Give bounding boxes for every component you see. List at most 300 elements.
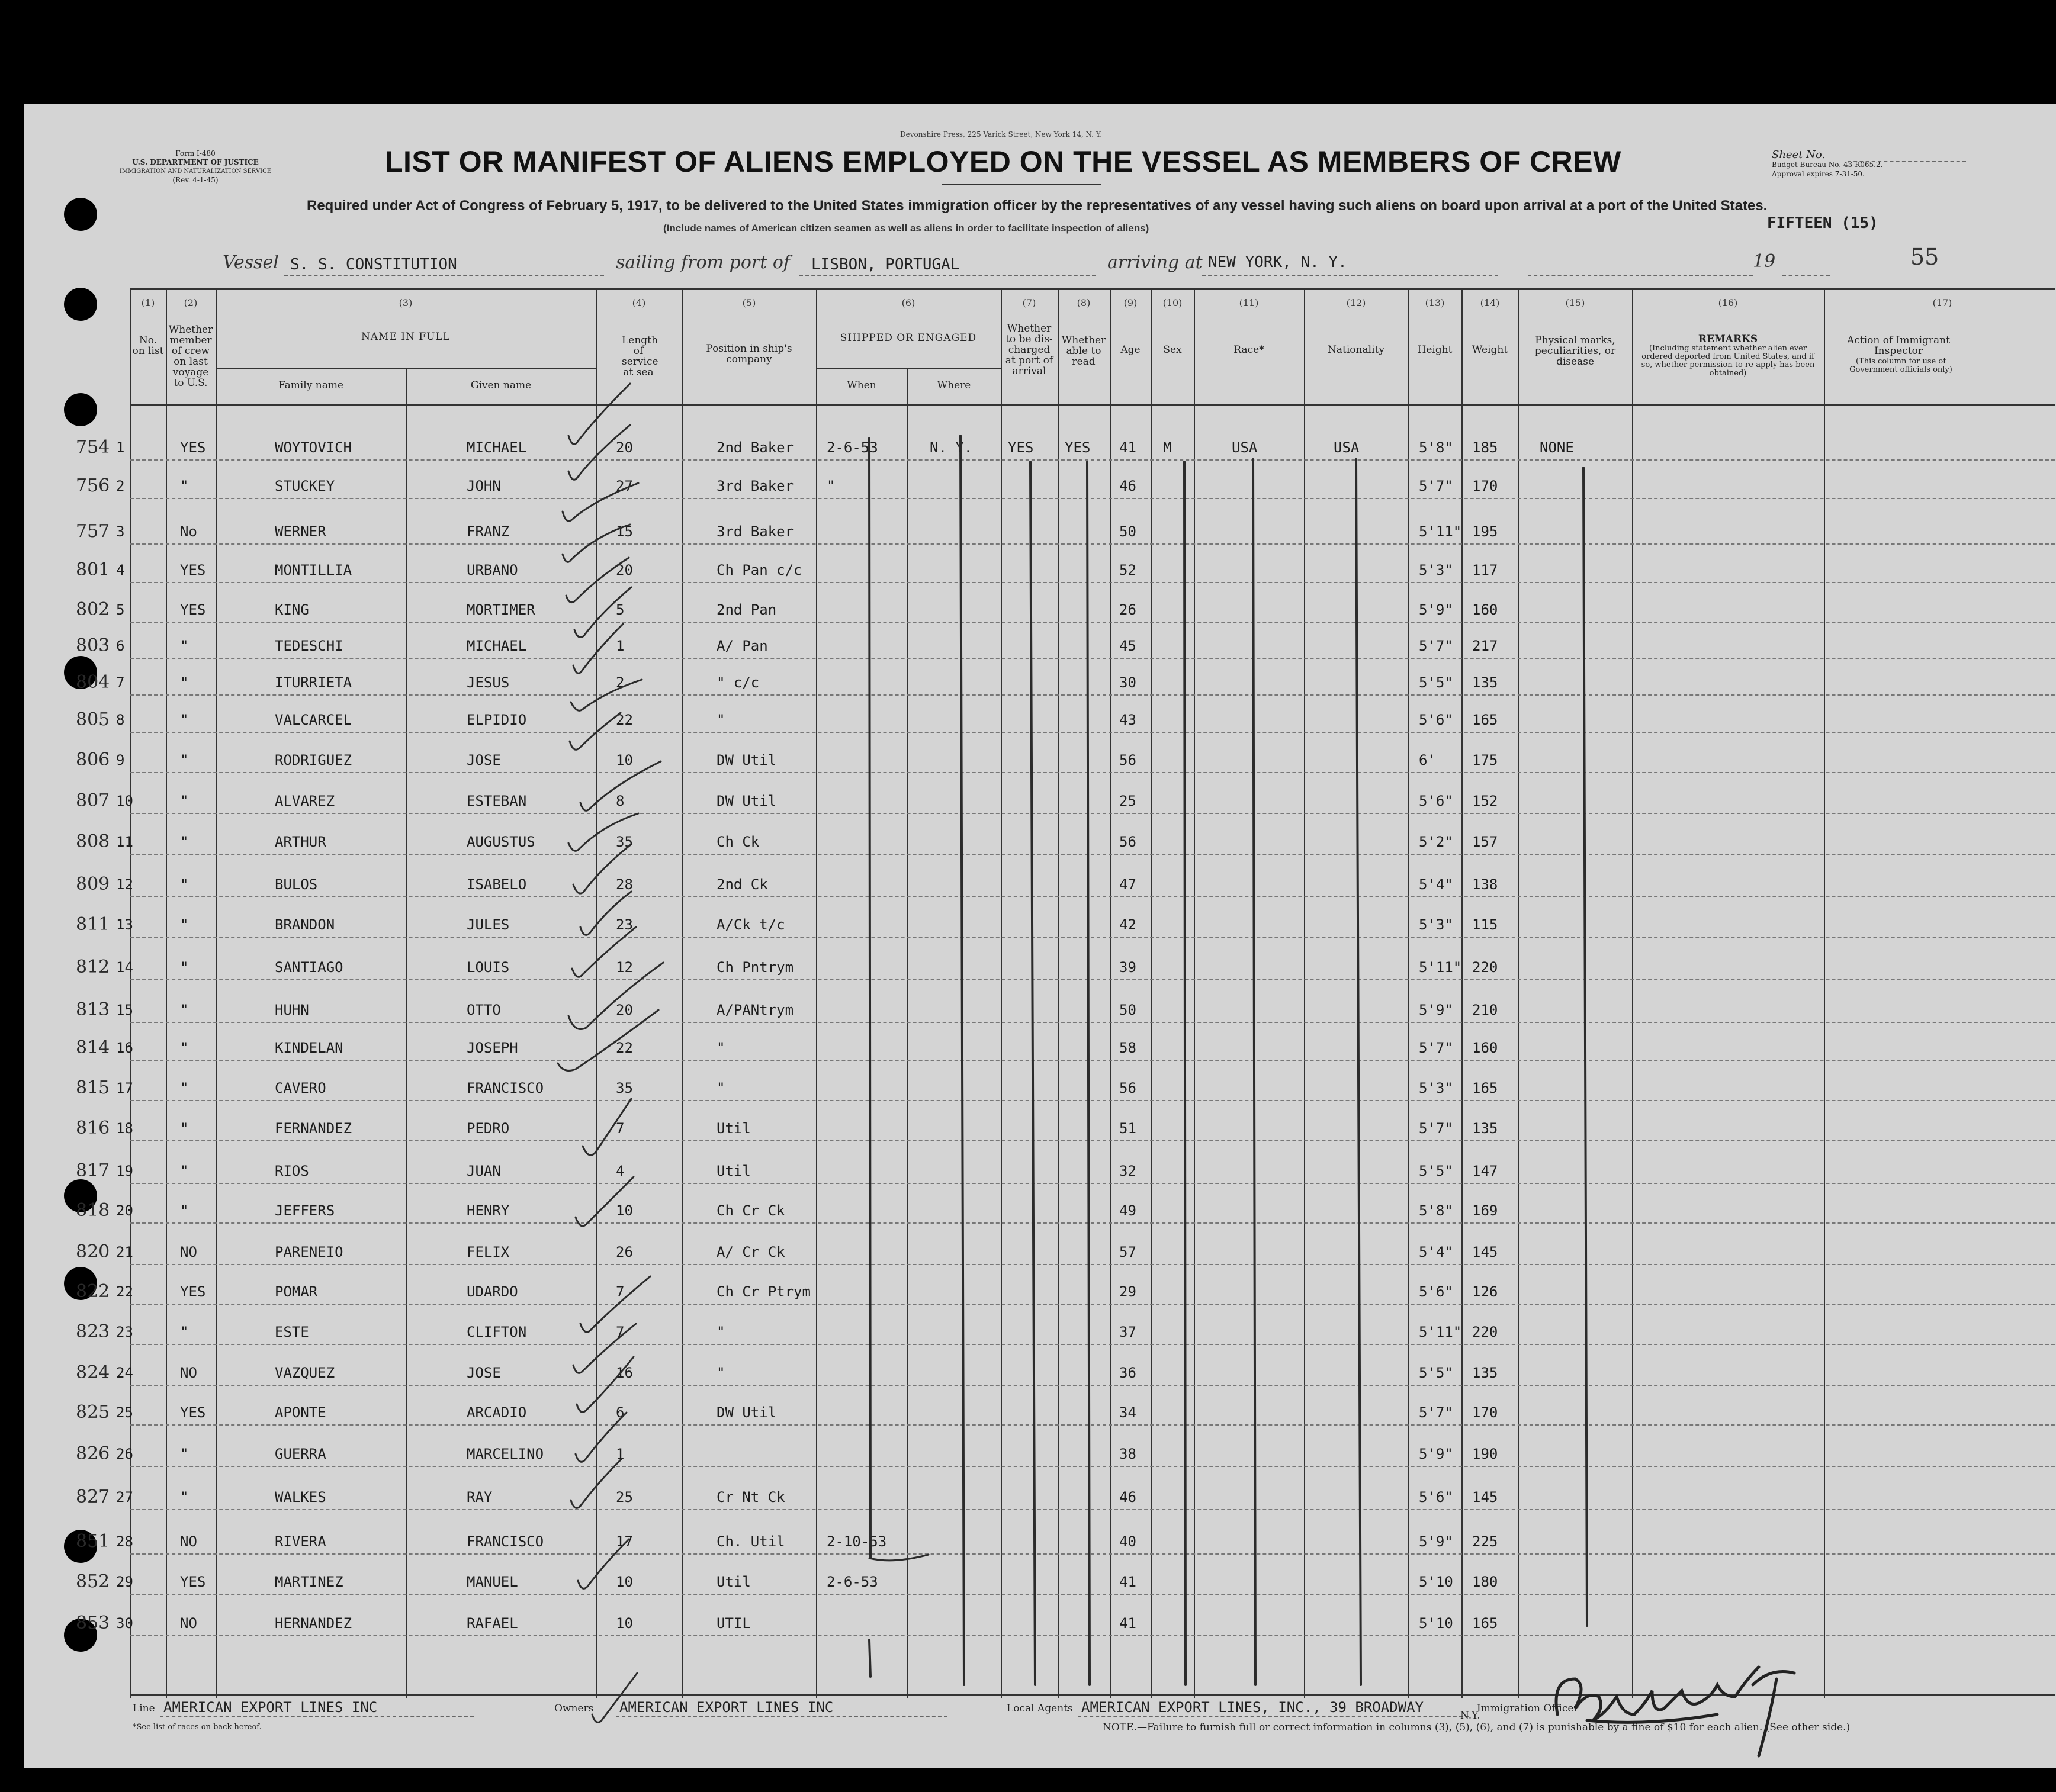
footer-line: AMERICAN EXPORT LINES INC (163, 1699, 378, 1716)
cell-family: CAVERO (275, 1080, 326, 1096)
cell-service: 28 (616, 876, 633, 893)
cell-age: 51 (1119, 1120, 1136, 1137)
cell-no: 29 (116, 1574, 133, 1590)
col-head-marks: Physical marks, peculiarities, or disease (1534, 334, 1616, 368)
cell-height: 5'2" (1419, 834, 1453, 850)
cell-no: 2 (116, 478, 125, 494)
cell-no: 28 (116, 1533, 133, 1550)
cell-weight: 160 (1472, 601, 1498, 618)
cell-position: " (717, 1324, 725, 1340)
cell-crew: " (180, 834, 189, 850)
cell-position: A/ Pan (717, 638, 768, 654)
cell-weight: 160 (1472, 1040, 1498, 1056)
cell-given: JUAN (467, 1163, 501, 1179)
cell-given: JULES (467, 916, 510, 933)
col-head-remarks: REMARKS (1698, 333, 1758, 345)
cell-family: WERNER (275, 523, 326, 540)
form-title: LIST OR MANIFEST OF ALIENS EMPLOYED ON THE VESSEL AS MEMBERS OF CREW (385, 145, 1621, 178)
cell-weight: 115 (1472, 916, 1498, 933)
handwritten-list-number: 818 (76, 1200, 110, 1221)
col-num-13: (13) (1425, 297, 1445, 308)
cell-age: 58 (1119, 1040, 1136, 1056)
cell-family: MONTILLIA (275, 562, 352, 578)
cell-position: 2nd Pan (717, 601, 777, 618)
cell-weight: 220 (1472, 959, 1498, 976)
sheet-label: Sheet No. (1772, 149, 1826, 161)
col-num-4: (4) (632, 297, 646, 308)
cell-crew: " (180, 959, 189, 976)
cell-crew: NO (180, 1615, 197, 1632)
col-head-family: Family name (278, 379, 344, 391)
cell-position: DW Util (717, 793, 777, 809)
cell-no: 20 (116, 1202, 133, 1219)
cell-no: 14 (116, 959, 133, 976)
cell-no: 25 (116, 1404, 133, 1421)
col-num-5: (5) (742, 297, 756, 308)
cell-service: 20 (616, 439, 633, 456)
cell-nationality: USA (1334, 439, 1360, 456)
cell-family: KING (275, 601, 309, 618)
cell-position: 3rd Baker (717, 523, 794, 540)
cell-position: A/Ck t/c (717, 916, 785, 933)
departure-port: LISBON, PORTUGAL (811, 256, 960, 274)
cell-no: 21 (116, 1244, 133, 1260)
handwritten-list-number: 812 (76, 957, 110, 977)
cell-position: Ch Pan c/c (717, 562, 802, 578)
handwritten-list-number: 851 (76, 1531, 110, 1552)
cell-height: 5'3" (1419, 562, 1453, 578)
footer-races-note: *See list of races on back hereof. (133, 1723, 262, 1732)
cell-age: 37 (1119, 1324, 1136, 1340)
handwritten-list-number: 825 (76, 1402, 110, 1423)
footer-owners: AMERICAN EXPORT LINES INC (619, 1699, 834, 1716)
cell-age: 57 (1119, 1244, 1136, 1260)
cell-given: ELPIDIO (467, 712, 527, 728)
budget-number: Budget Bureau No. 43-R065.2. (1772, 160, 1883, 169)
cell-when: 2-6-53 (827, 439, 878, 456)
cell-family: GUERRA (275, 1446, 326, 1462)
cell-given: PEDRO (467, 1120, 510, 1137)
cell-service: 20 (616, 562, 633, 578)
cell-family: WOYTOVICH (275, 439, 352, 456)
col-head-shipped: SHIPPED OR ENGAGED (840, 332, 977, 344)
cell-position: A/PANtrym (717, 1002, 794, 1018)
cell-race: USA (1232, 439, 1258, 456)
cell-height: 5'9" (1419, 1446, 1453, 1462)
cell-position: 3rd Baker (717, 478, 794, 494)
cell-height: 5'7" (1419, 1040, 1453, 1056)
col-head-race: Race* (1233, 344, 1264, 356)
cell-service: 2 (616, 674, 625, 691)
cell-age: 26 (1119, 601, 1136, 618)
cell-given: MORTIMER (467, 601, 535, 618)
cell-position: " (717, 1365, 725, 1381)
handwritten-list-number: 823 (76, 1321, 110, 1342)
cell-age: 25 (1119, 793, 1136, 809)
col-head-age: Age (1120, 344, 1141, 356)
cell-family: HUHN (275, 1002, 309, 1018)
cell-given: MARCELINO (467, 1446, 544, 1462)
cell-family: POMAR (275, 1283, 318, 1300)
cell-weight: 138 (1472, 876, 1498, 893)
cell-given: JESUS (467, 674, 510, 691)
cell-when: 2-6-53 (827, 1574, 878, 1590)
col-num-14: (14) (1480, 297, 1500, 308)
cell-crew: YES (180, 439, 206, 456)
cell-position: Util (717, 1120, 751, 1137)
cell-crew: YES (180, 1404, 206, 1421)
cell-given: FRANCISCO (467, 1080, 544, 1096)
cell-weight: 170 (1472, 478, 1498, 494)
cell-crew: " (180, 793, 189, 809)
cell-given: MANUEL (467, 1574, 518, 1590)
cell-given: FRANCISCO (467, 1533, 544, 1550)
cell-weight: 220 (1472, 1324, 1498, 1340)
arrival-port: NEW YORK, N. Y. (1208, 253, 1347, 271)
cell-height: 5'11" (1419, 959, 1462, 976)
cell-crew: " (180, 916, 189, 933)
cell-service: 35 (616, 1080, 633, 1096)
cell-weight: 135 (1472, 1120, 1498, 1137)
cell-no: 15 (116, 1002, 133, 1018)
form-department: U.S. DEPARTMENT OF JUSTICE (132, 158, 259, 166)
col-head-position: Position in ship's company (706, 343, 792, 365)
vessel-name: S. S. CONSTITUTION (290, 256, 457, 274)
cell-height: 5'10 (1419, 1574, 1453, 1590)
cell-no: 6 (116, 638, 125, 654)
cell-height: 5'7" (1419, 478, 1453, 494)
cell-crew: No (180, 523, 197, 540)
cell-no: 10 (116, 793, 133, 809)
cell-height: 5'6" (1419, 712, 1453, 728)
cell-crew: " (180, 1446, 189, 1462)
cell-weight: 190 (1472, 1446, 1498, 1462)
col-head-weight: Weight (1472, 344, 1508, 356)
manifest-sheet (24, 104, 2056, 1768)
cell-no: 22 (116, 1283, 133, 1300)
cell-weight: 157 (1472, 834, 1498, 850)
cell-family: FERNANDEZ (275, 1120, 352, 1137)
cell-family: HERNANDEZ (275, 1615, 352, 1632)
cell-no: 26 (116, 1446, 133, 1462)
cell-age: 34 (1119, 1404, 1136, 1421)
handwritten-list-number: 815 (76, 1077, 110, 1098)
cell-family: WALKES (275, 1489, 326, 1505)
cell-service: 22 (616, 712, 633, 728)
col-num-11: (11) (1239, 297, 1259, 308)
cell-position: Cr Nt Ck (717, 1489, 785, 1505)
cell-height: 5'3" (1419, 916, 1453, 933)
cell-no: 1 (116, 439, 125, 456)
col-num-7: (7) (1022, 297, 1036, 308)
col-num-9: (9) (1123, 297, 1138, 308)
cell-no: 18 (116, 1120, 133, 1137)
col-num-16: (16) (1718, 297, 1738, 308)
cell-service: 7 (616, 1120, 625, 1137)
cell-given: HENRY (467, 1202, 510, 1219)
page-number: 55 (1910, 244, 1939, 270)
cell-position: Ch Cr Ptrym (717, 1283, 811, 1300)
cell-given: ARCADIO (467, 1404, 527, 1421)
cell-given: JOSEPH (467, 1040, 518, 1056)
cell-position: Ch. Util (717, 1533, 785, 1550)
cell-age: 45 (1119, 638, 1136, 654)
cell-service: 15 (616, 523, 633, 540)
arriving-label: arriving at (1107, 252, 1203, 273)
handwritten-list-number: 813 (76, 999, 110, 1020)
cell-service: 1 (616, 638, 625, 654)
cell-crew: " (180, 1163, 189, 1179)
cell-no: 27 (116, 1489, 133, 1505)
footer-line-label: Line (133, 1703, 155, 1714)
cell-service: 25 (616, 1489, 633, 1505)
cell-service: 1 (616, 1446, 625, 1462)
cell-height: 5'6" (1419, 793, 1453, 809)
cell-crew: " (180, 1002, 189, 1018)
cell-age: 52 (1119, 562, 1136, 578)
cell-crew: " (180, 478, 189, 494)
cell-position: " (717, 1080, 725, 1096)
cell-age: 46 (1119, 1489, 1136, 1505)
cell-position: Ch Ck (717, 834, 760, 850)
footer-agents-label: Local Agents (1007, 1703, 1073, 1714)
cell-age: 50 (1119, 1002, 1136, 1018)
cell-no: 12 (116, 876, 133, 893)
cell-weight: 165 (1472, 712, 1498, 728)
cell-family: TEDESCHI (275, 638, 343, 654)
cell-no: 7 (116, 674, 125, 691)
handwritten-list-number: 806 (76, 749, 110, 770)
handwritten-list-number: 811 (76, 914, 110, 935)
cell-weight: 165 (1472, 1615, 1498, 1632)
cell-crew: " (180, 1080, 189, 1096)
cell-age: 41 (1119, 1574, 1136, 1590)
cell-given: RAFAEL (467, 1615, 518, 1632)
cell-height: 5'9" (1419, 1533, 1453, 1550)
ditto-strokes (24, 104, 2056, 1768)
col-head-nationality: Nationality (1328, 344, 1384, 356)
cell-weight: 135 (1472, 1365, 1498, 1381)
officer-signature (1551, 1655, 1824, 1762)
cell-no: 9 (116, 752, 125, 768)
cell-age: 56 (1119, 834, 1136, 850)
cell-weight: 170 (1472, 1404, 1498, 1421)
handwritten-list-number: 826 (76, 1443, 110, 1464)
cell-given: AUGUSTUS (467, 834, 535, 850)
handwritten-list-number: 801 (76, 559, 110, 580)
cell-age: 30 (1119, 674, 1136, 691)
cell-position: " c/c (717, 674, 760, 691)
col-num-17: (17) (1932, 297, 1952, 308)
cell-read: YES (1065, 439, 1091, 456)
form-revision: (Rev. 4-1-45) (172, 176, 219, 184)
cell-given: LOUIS (467, 959, 510, 976)
col-head-crew: Whether member of crew on last voyage to U.S. (168, 324, 213, 389)
cell-weight: 126 (1472, 1283, 1498, 1300)
cell-crew: " (180, 752, 189, 768)
cell-age: 56 (1119, 1080, 1136, 1096)
cell-no: 11 (116, 834, 133, 850)
handwritten-list-number: 816 (76, 1118, 110, 1138)
cell-crew: " (180, 876, 189, 893)
cell-no: 13 (116, 916, 133, 933)
cell-service: 7 (616, 1283, 625, 1300)
cell-age: 39 (1119, 959, 1136, 976)
cell-crew: YES (180, 601, 206, 618)
cell-height: 5'6" (1419, 1489, 1453, 1505)
handwritten-list-number: 814 (76, 1037, 110, 1058)
cell-height: 5'11" (1419, 523, 1462, 540)
vessel-label: Vessel (223, 252, 279, 273)
cell-position: " (717, 1040, 725, 1056)
cell-family: MARTINEZ (275, 1574, 343, 1590)
cell-family: KINDELAN (275, 1040, 343, 1056)
cell-weight: 145 (1472, 1244, 1498, 1260)
handwritten-list-number: 820 (76, 1241, 110, 1262)
cell-age: 49 (1119, 1202, 1136, 1219)
cell-crew: " (180, 1040, 189, 1056)
cell-age: 42 (1119, 916, 1136, 933)
cell-service: 10 (616, 1202, 633, 1219)
handwritten-list-number: 817 (76, 1160, 110, 1181)
cell-position: A/ Cr Ck (717, 1244, 785, 1260)
handwritten-list-number: 802 (76, 599, 110, 620)
cell-service: 10 (616, 1574, 633, 1590)
cell-age: 46 (1119, 478, 1136, 494)
cell-service: 23 (616, 916, 633, 933)
cell-crew: NO (180, 1533, 197, 1550)
cell-service: 10 (616, 752, 633, 768)
cell-crew: YES (180, 562, 206, 578)
cell-crew: " (180, 1120, 189, 1137)
cell-given: OTTO (467, 1002, 501, 1018)
cell-given: CLIFTON (467, 1324, 527, 1340)
col-head-where: Where (937, 379, 971, 391)
cell-no: 16 (116, 1040, 133, 1056)
cell-no: 19 (116, 1163, 133, 1179)
col-head-no: No. on list (132, 334, 164, 357)
handwritten-list-number: 808 (76, 831, 110, 852)
cell-marks: NONE (1540, 439, 1574, 456)
cell-given: FRANZ (467, 523, 510, 540)
handwritten-list-number: 803 (76, 635, 110, 656)
cell-family: BULOS (275, 876, 318, 893)
cell-service: 22 (616, 1040, 633, 1056)
handwritten-list-number: 804 (76, 672, 110, 693)
handwritten-list-number: 757 (76, 521, 110, 542)
cell-service: 7 (616, 1324, 625, 1340)
cell-service: 20 (616, 1002, 633, 1018)
sailing-label: sailing from port of (616, 252, 790, 273)
cell-family: ALVAREZ (275, 793, 335, 809)
col-head-inspector: Action of Immigrant Inspector (1847, 334, 1950, 357)
cell-height: 5'7" (1419, 1120, 1453, 1137)
cell-weight: 210 (1472, 1002, 1498, 1018)
cell-height: 5'6" (1419, 1283, 1453, 1300)
cell-weight: 169 (1472, 1202, 1498, 1219)
col-num-8: (8) (1077, 297, 1091, 308)
col-num-3: (3) (399, 297, 413, 308)
year-label: 19 (1753, 251, 1776, 272)
col-head-given: Given name (470, 379, 532, 391)
cell-position: DW Util (717, 1404, 777, 1421)
cell-discharged: YES (1008, 439, 1034, 456)
cell-height: 5'7" (1419, 638, 1453, 654)
cell-crew: " (180, 674, 189, 691)
cell-family: VALCARCEL (275, 712, 352, 728)
cell-service: 8 (616, 793, 625, 809)
footer-agents-city: N.Y. (1460, 1710, 1480, 1722)
cell-crew: NO (180, 1365, 197, 1381)
cell-family: ESTE (275, 1324, 309, 1340)
cell-age: 56 (1119, 752, 1136, 768)
cell-service: 10 (616, 1615, 633, 1632)
cell-service: 27 (616, 478, 633, 494)
cell-position: " (717, 712, 725, 728)
cell-no: 23 (116, 1324, 133, 1340)
footer-note: NOTE.—Failure to furnish full or correct information in columns (3), (5), (6), and (7) is punishable by a fine of $10 for each alien. (See other side.) (1103, 1722, 1851, 1733)
cell-height: 5'8" (1419, 1202, 1453, 1219)
cell-weight: 195 (1472, 523, 1498, 540)
cell-age: 41 (1119, 1615, 1136, 1632)
footer-agents: AMERICAN EXPORT LINES, INC., 39 BROADWAY (1081, 1699, 1424, 1716)
cell-height: 5'4" (1419, 1244, 1453, 1260)
cell-weight: 217 (1472, 638, 1498, 654)
cell-family: ARTHUR (275, 834, 326, 850)
col-head-discharged: Whether to be dis-charged at port of arrival (1005, 323, 1053, 377)
cell-when: 2-10-53 (827, 1533, 887, 1550)
cell-when: " (827, 478, 836, 494)
cell-given: FELIX (467, 1244, 510, 1260)
cell-given: JOSE (467, 752, 501, 768)
printer-line: Devonshire Press, 225 Varick Street, New York 14, N. Y. (900, 130, 1103, 139)
cell-service: 4 (616, 1163, 625, 1179)
col-head-service: Length of service at sea (622, 334, 658, 378)
cell-height: 5'4" (1419, 876, 1453, 893)
cell-crew: YES (180, 1283, 206, 1300)
cell-weight: 117 (1472, 562, 1498, 578)
cell-position: UTIL (717, 1615, 751, 1632)
cell-age: 29 (1119, 1283, 1136, 1300)
cell-service: 35 (616, 834, 633, 850)
handwritten-list-number: 754 (76, 437, 110, 458)
col-num-6: (6) (901, 297, 915, 308)
handwritten-list-number: 824 (76, 1362, 110, 1383)
cell-given: UDARDO (467, 1283, 518, 1300)
cell-given: URBANO (467, 562, 518, 578)
cell-service: 6 (616, 1404, 625, 1421)
cell-family: JEFFERS (275, 1202, 335, 1219)
cell-where: N. Y. (930, 439, 973, 456)
cell-given: MICHAEL (467, 439, 527, 456)
cell-family: PARENEIO (275, 1244, 343, 1260)
handwritten-list-number: 756 (76, 475, 110, 496)
col-head-when: When (847, 379, 876, 391)
cell-height: 5'5" (1419, 1365, 1453, 1381)
col-head-name: NAME IN FULL (361, 331, 451, 343)
cell-weight: 152 (1472, 793, 1498, 809)
cell-height: 6' (1419, 752, 1436, 768)
cell-family: ITURRIETA (275, 674, 352, 691)
cell-crew: " (180, 1202, 189, 1219)
cell-crew: " (180, 638, 189, 654)
footer-owners-label: Owners (554, 1703, 594, 1714)
cell-height: 5'3" (1419, 1080, 1453, 1096)
cell-service: 17 (616, 1533, 633, 1550)
cell-no: 17 (116, 1080, 133, 1096)
cell-service: 26 (616, 1244, 633, 1260)
col-head-sex: Sex (1163, 344, 1182, 356)
